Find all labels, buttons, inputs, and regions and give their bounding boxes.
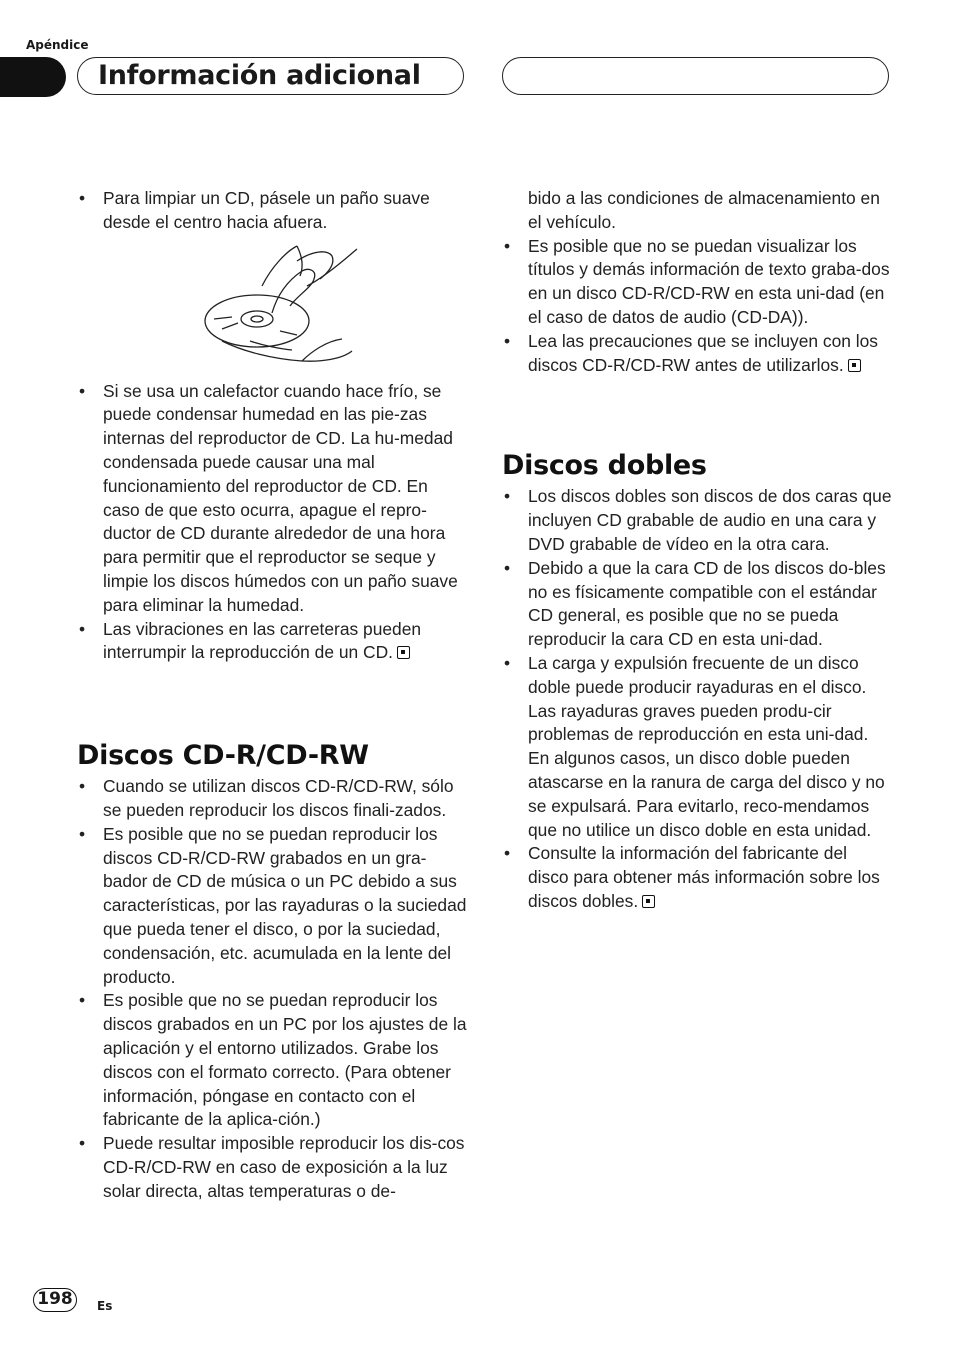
cdr-bullet-list [77, 775, 467, 1203]
list-item-text: Las vibraciones en las carreteras pueden interrumpir la reproducción de un CD. [103, 618, 422, 663]
list-item-text: Consulte la información del fabricante del disco para obtener más información sobre los discos dobles. [528, 843, 880, 911]
discos-dobles-bullet-list [502, 485, 892, 913]
list-item [502, 330, 892, 378]
list-item: • Debido a que la cara CD de los discos do-bles no es físicamente compatible con el estándar CD general, es posible que no se pueda reproducir la cara CD en esta uni-dad. [502, 557, 892, 652]
section-heading-discos-dobles: Discos dobles [502, 450, 707, 482]
header-empty-box [502, 57, 889, 95]
list-item: • Para limpiar un CD, pásele un paño suave desde el centro hacia afuera. [77, 187, 467, 235]
cd-cleaning-illustration [202, 241, 362, 371]
list-item: • Es posible que no se puedan visualizar los títulos y demás información de texto graba-dos en un disco CD-R/CD-RW en esta uni-dad (en el caso de datos de audio (CD-DA)). [502, 235, 892, 330]
intro-bullet-list [77, 187, 467, 235]
list-item-text: Lea las precauciones que se incluyen con los discos CD-R/CD-RW antes de utilizarlos. [528, 330, 878, 375]
list-item [77, 618, 467, 666]
language-code: Es [97, 1299, 113, 1313]
section-label: Apéndice [26, 38, 89, 52]
end-of-section-icon [397, 646, 410, 659]
list-item: • Los discos dobles son discos de dos caras que incluyen CD grabable de audio en una cara y DVD grabable de vídeo en la otra cara. [502, 485, 892, 556]
page-title: Información adicional [98, 60, 421, 91]
right-column [502, 187, 892, 914]
list-item: • Si se usa un calefactor cuando hace frío, se puede condensar humedad en las pie-zas internas del reproductor de CD. La hu-medad condensada puede causar una mal funcionamiento del reproductor de CD. En caso de que esto ocurra, apague el repro-ductor de CD durante alrededor de una hora para permitir que el reproductor se seque y limpie los discos húmedos con un paño suave para eliminar la humedad. [77, 380, 467, 618]
list-item: • Cuando se utilizan discos CD-R/CD-RW, sólo se pueden reproducir los discos finali-zados. [77, 775, 467, 823]
end-of-section-icon [848, 359, 861, 372]
continued-text: bido a las condiciones de almacenamiento en el vehículo. [528, 188, 880, 232]
list-item: • Es posible que no se puedan reproducir los discos CD-R/CD-RW grabados en un gra-bador de CD de música o un PC debido a sus características, por las rayaduras o la suciedad que pueda tener el disco, o por la suciedad, condensación, etc. acumulada en la lente del producto. [77, 823, 467, 990]
list-item [502, 842, 892, 913]
list-item: • La carga y expulsión frecuente de un disco doble puede producir rayaduras en el disco. Las rayaduras graves pueden produ-cir problemas de reproducción en esta uni-dad. En algunos casos, un disco doble pueden atascarse en la ranura de carga del disco y no se expulsará. Para evitarlo, reco-mendamos que no utilice un disco doble en esta unidad. [502, 652, 892, 842]
bullet-list [502, 235, 892, 378]
list-item: • Es posible que no se puedan reproducir los discos grabados en un PC por los ajustes de la aplicación y el entorno utilizados. Grabe los discos con el formato correcto. (Para obtener información, póngase en contacto con el fabricante de la aplica-ción.) [77, 989, 467, 1132]
list-item: • Puede resultar imposible reproducir los dis-cos CD-R/CD-RW en caso de exposición a la luz solar directa, altas temperaturas o de- [77, 1132, 467, 1203]
section-tab-marker [0, 57, 66, 97]
left-column [77, 187, 467, 1204]
section-heading-cdr-cdrw: Discos CD-R/CD-RW [77, 740, 369, 772]
header-title-box [77, 57, 464, 95]
end-of-section-icon [642, 895, 655, 908]
page-number: 198 [33, 1288, 77, 1312]
bullet-list [77, 380, 467, 666]
